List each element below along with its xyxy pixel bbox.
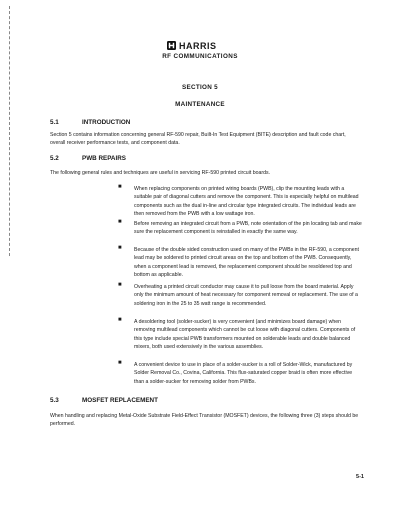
heading-text: MOSFET REPLACEMENT (82, 397, 158, 404)
intro-paragraph: Section 5 contains information concerning general RF-590 repair, Built-In Test Equipment (BITE) description and fault code chart, overall receiver performance tests, and component data. (50, 132, 346, 147)
brand-name: HARRIS (179, 41, 217, 51)
list-item: Before removing an integrated circuit from a PWB, note orientation of the pin locating tab and make sure the replacement component is reinstalled in exactly the same way. (134, 221, 362, 236)
heading-5-1 (50, 119, 130, 126)
bullet-mark: ■ (118, 219, 122, 225)
list-item: When replacing components on printed wiring boards (PWB), clip the mounting leads with a suitable pair of diagonal cutters and remove the component. This is especially helpful on multilead components such as the dual in-line and circular type integrated circuits. The individual leads are then removed from the PWB with a low wattage iron. (134, 186, 359, 218)
list-item: A convenient device to use in place of a solder-sucker is a roll of Solder-Wick, manufactured by Solder Removal Co., Covina, California. This flux-saturated copper braid is often more effective than a solder-sucker for removing solder from PWBs. (134, 362, 353, 385)
mosfet-paragraph: When handling and replacing Metal-Oxide Substrate Field-Effect Transistor (MOSFET) devices, the following three (3) steps should be performed. (50, 413, 359, 428)
harris-emblem-icon (167, 41, 176, 50)
bullet-mark: ■ (118, 282, 122, 288)
heading-number: 5.1 (50, 119, 59, 126)
list-item: Because of the double sided construction used on many of the PWBs in the RF-590, a component lead may be soldered to printed circuit areas on the top and bottom of the PWB. Consequently, when a component lead is removed, the replacement component should be resoldered top and bottom as applicable. (134, 247, 359, 279)
heading-number: 5.3 (50, 397, 59, 404)
pwb-intro-paragraph: The following general rules and techniques are useful in servicing RF-590 printed circuit boards. (50, 170, 271, 176)
bullet-mark: ■ (118, 360, 122, 366)
heading-text: INTRODUCTION (82, 119, 131, 126)
heading-text: PWB REPAIRS (82, 155, 126, 162)
list-item: Overheating a printed circuit conductor may cause it to pull loose from the board material. Apply only the minimum amount of heat necessary for component removal or replacement. The use of a soldering iron in the 25 to 35 watt range is recommended. (134, 284, 358, 307)
section-subtitle: MAINTENANCE (175, 101, 225, 108)
page-number: 5-1 (356, 474, 364, 480)
binding-margin-line (9, 6, 10, 256)
heading-5-3 (50, 397, 158, 404)
heading-number: 5.2 (50, 155, 59, 162)
bullet-mark: ■ (118, 184, 122, 190)
harris-logo (167, 41, 217, 51)
bullet-mark: ■ (118, 317, 122, 323)
heading-5-2 (50, 155, 126, 162)
bullet-mark: ■ (118, 245, 122, 251)
division-name: RF COMMUNICATIONS (162, 53, 238, 60)
list-item: A desoldering tool (solder-sucker) is very convenient (and minimizes board damage) when removing multilead components which cannot be cut loose with diagonal cutters. Components of this type include special PWB transformers mounted on solderable leads and double balanced mixers, both used extensively in the various assemblies. (134, 319, 356, 351)
section-title: SECTION 5 (182, 84, 218, 91)
